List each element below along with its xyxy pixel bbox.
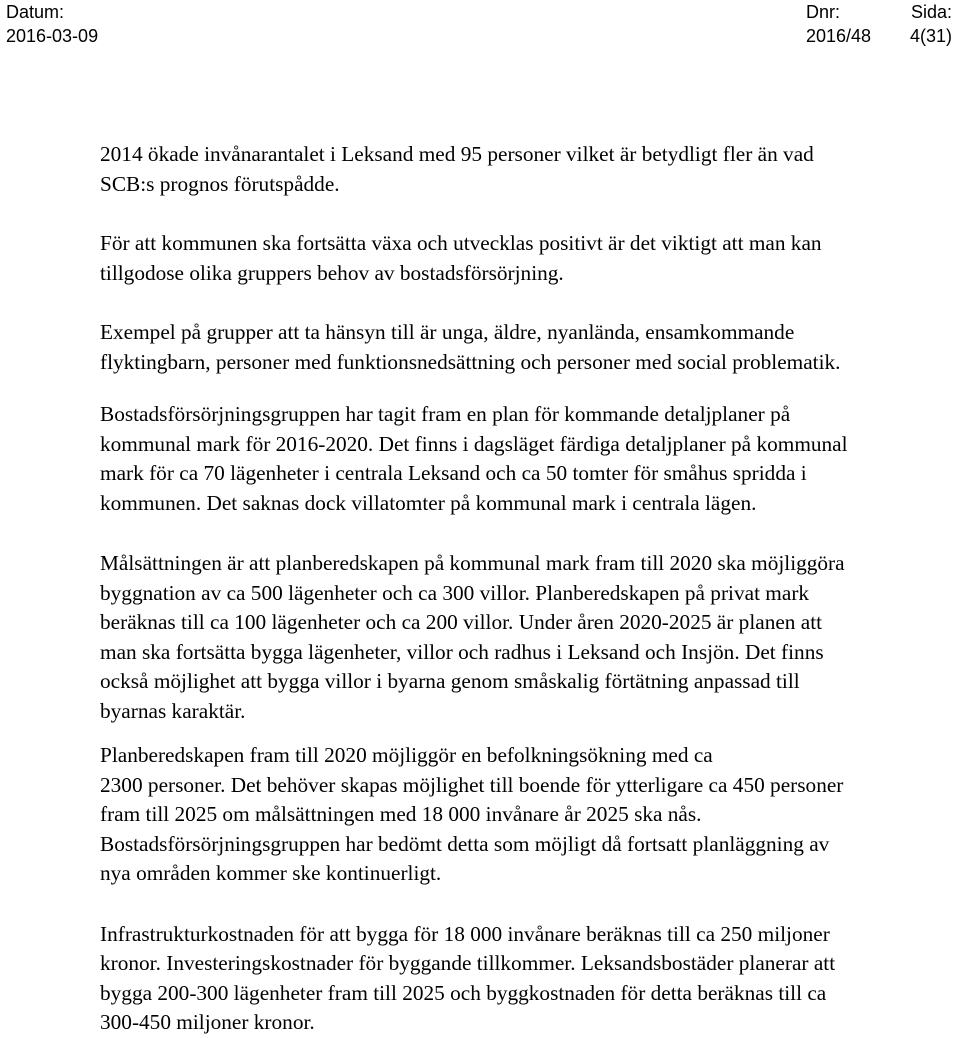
paragraph-line: För att kommunen ska fortsätta växa och utvecklas positivt är det viktigt att man kan bbox=[100, 231, 822, 255]
paragraph-line: Bostadsförsörjningsgruppen har bedömt detta som möjligt då fortsatt planläggning av bbox=[100, 831, 830, 856]
paragraph-line: byarnas karaktär. bbox=[100, 698, 246, 723]
body-paragraph bbox=[100, 140, 960, 199]
paragraph-line: man ska fortsätta bygga lägenheter, villor och radhus i Leksand och Insjön. Det finns bbox=[100, 639, 824, 664]
paragraph-line: Infrastrukturkostnaden för att bygga för 18 000 invånare beräknas till ca 250 miljoner bbox=[100, 921, 830, 946]
dnr-value: 2016/48 bbox=[806, 26, 872, 46]
document-header bbox=[0, 0, 960, 50]
dnr-block bbox=[806, 0, 871, 48]
paragraph-line: Exempel på grupper att ta hänsyn till är unga, äldre, nyanlända, ensamkommande bbox=[100, 320, 795, 344]
paragraph-line: byggnation av ca 500 lägenheter och ca 300 villor. Planberedskapen på privat mark bbox=[100, 580, 810, 605]
body-paragraph bbox=[100, 549, 960, 726]
body-paragraph bbox=[100, 318, 960, 377]
date-label: Datum: bbox=[6, 2, 65, 22]
date-block bbox=[6, 0, 98, 48]
paragraph-line: SCB:s prognos förutspådde. bbox=[100, 171, 340, 196]
page-value: 4(31) bbox=[909, 26, 952, 46]
paragraph-line: flyktingbarn, personer med funktionsnedsättning och personer med social problematik. bbox=[100, 349, 841, 374]
paragraph-line: kronor. Investeringskostnader för byggande tillkommer. Leksandsbostäder planerar att bbox=[100, 951, 836, 975]
body-paragraph bbox=[100, 229, 960, 288]
paragraph-line: beräknas till ca 100 lägenheter och ca 200 villor. Under åren 2020-2025 är planen att bbox=[100, 610, 823, 634]
paragraph-line: 2014 ökade invånarantalet i Leksand med 95 personer vilket är betydligt fler än vad bbox=[100, 142, 814, 166]
body-paragraph bbox=[100, 400, 960, 518]
document-body bbox=[100, 140, 960, 1038]
page-number-block bbox=[910, 0, 952, 48]
paragraph-line: 300-450 miljoner kronor. bbox=[100, 1010, 315, 1034]
paragraph-line: också möjlighet att bygga villor i byarna genom småskalig förtätning anpassad till bbox=[100, 669, 800, 693]
paragraph-line: kommunal mark för 2016-2020. Det finns i dagsläget färdiga detaljplaner på kommunal bbox=[100, 431, 848, 456]
dnr-label: Dnr: bbox=[806, 2, 841, 22]
paragraph-line: tillgodose olika gruppers behov av bostadsförsörjning. bbox=[100, 260, 564, 285]
body-paragraph bbox=[100, 741, 960, 889]
paragraph-line: kommunen. Det saknas dock villatomter på kommunal mark i centrala lägen. bbox=[100, 490, 757, 515]
body-paragraph bbox=[100, 920, 960, 1038]
paragraph-line: Målsättningen är att planberedskapen på kommunal mark fram till 2020 ska möjliggöra bbox=[100, 551, 845, 575]
paragraph-line: Bostadsförsörjningsgruppen har tagit fram en plan för kommande detaljplaner på bbox=[100, 402, 791, 426]
date-value: 2016-03-09 bbox=[6, 26, 99, 46]
page-label: Sida: bbox=[910, 2, 952, 22]
paragraph-line: nya områden kommer ske kontinuerligt. bbox=[100, 861, 442, 885]
paragraph-line: 2300 personer. Det behöver skapas möjlighet till boende för ytterligare ca 450 personer bbox=[100, 772, 844, 797]
paragraph-line: fram till 2025 om målsättningen med 18 000 invånare år 2025 ska nås. bbox=[100, 802, 702, 826]
paragraph-line: bygga 200-300 lägenheter fram till 2025 och byggkostnaden för detta beräknas till ca bbox=[100, 980, 827, 1005]
paragraph-line: Planberedskapen fram till 2020 möjliggör en befolkningsökning med ca bbox=[100, 743, 713, 767]
paragraph-line: mark för ca 70 lägenheter i centrala Leksand och ca 50 tomter för småhus spridda i bbox=[100, 461, 807, 485]
